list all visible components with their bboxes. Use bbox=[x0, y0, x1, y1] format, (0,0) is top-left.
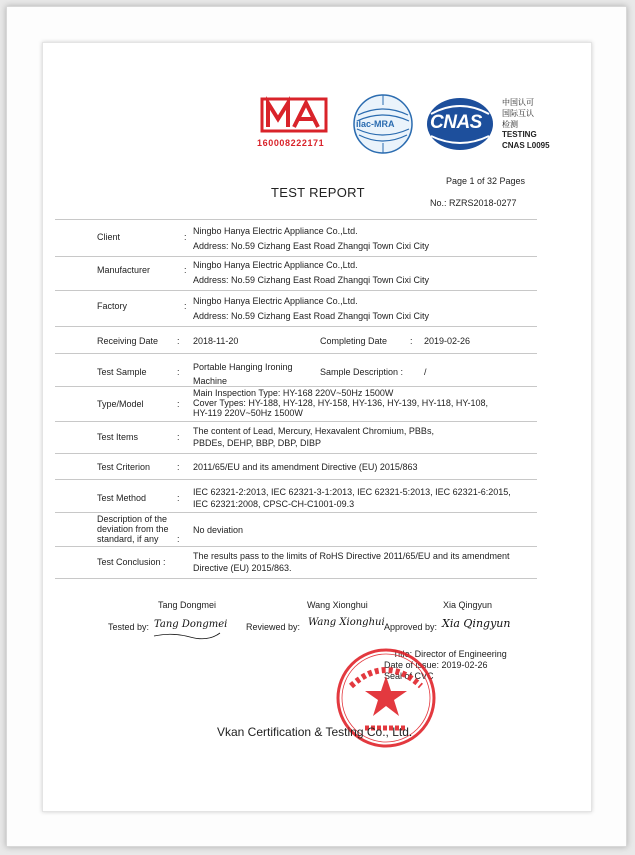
manufacturer-colon: : bbox=[184, 265, 187, 275]
completing-date-value: 2019-02-26 bbox=[424, 336, 471, 346]
divider bbox=[55, 421, 537, 422]
completing-date-label: Completing Date bbox=[320, 336, 388, 346]
divider bbox=[55, 219, 537, 220]
cnas-cn-line1: 中国认可 bbox=[502, 98, 534, 107]
cnas-cn-line2: 国际互认 bbox=[502, 109, 534, 118]
test-items-label: Test Items bbox=[97, 432, 139, 442]
test-sample-colon: : bbox=[177, 367, 180, 377]
test-conclusion-line2: Directive (EU) 2015/863. bbox=[193, 563, 292, 573]
completing-colon: : bbox=[410, 336, 413, 346]
receiving-date-label: Receiving Date bbox=[97, 336, 159, 346]
tester-signature: Tang Dongmei bbox=[154, 619, 228, 630]
test-method-line2: IEC 62321:2008, CPSC-CH-C1001-09.3 bbox=[193, 499, 355, 509]
divider bbox=[55, 386, 537, 387]
cma-logo-text bbox=[262, 97, 264, 98]
cnas-logo-text: CNAS bbox=[430, 112, 482, 133]
divider bbox=[55, 290, 537, 291]
type-model-colon: : bbox=[177, 399, 180, 409]
test-items-colon: : bbox=[177, 432, 180, 442]
divider bbox=[55, 453, 537, 454]
divider bbox=[55, 578, 537, 579]
tester-name: Tang Dongmei bbox=[158, 600, 217, 610]
report-title: TEST REPORT bbox=[271, 185, 365, 200]
company-name: Vkan Certification & Testing Co., Ltd. bbox=[217, 725, 413, 739]
client-label: Client bbox=[97, 232, 121, 242]
receiving-colon: : bbox=[177, 336, 180, 346]
ilac-logo-text: ilac-MRA bbox=[356, 119, 395, 129]
divider bbox=[55, 256, 537, 257]
cnas-cn-line3: 检测 bbox=[502, 120, 518, 129]
manufacturer-label: Manufacturer bbox=[97, 265, 151, 275]
approved-by-label: Approved by: bbox=[384, 622, 438, 632]
divider bbox=[55, 353, 537, 354]
client-address: Address: No.59 Cizhang East Road Zhangqi Town Cixi City bbox=[193, 241, 429, 251]
type-model-line2: Cover Types: HY-188, HY-128, HY-158, HY-136, HY-139, HY-118, HY-108, bbox=[193, 398, 489, 408]
seal-label: Seal of CVC bbox=[384, 671, 434, 681]
test-items-line2: PBDEs, DEHP, BBP, DBP, DIBP bbox=[193, 438, 322, 448]
page-number: Page 1 of 32 Pages bbox=[446, 176, 526, 186]
report-number: No.: RZRS2018-0277 bbox=[430, 198, 517, 208]
cnas-code: CNAS L0095 bbox=[502, 141, 550, 150]
type-model-label: Type/Model bbox=[97, 399, 144, 409]
signer-title: Title: Director of Engineering bbox=[393, 649, 507, 659]
deviation-colon: : bbox=[177, 534, 180, 544]
test-method-colon: : bbox=[177, 493, 180, 503]
test-method-line1: IEC 62321-2:2013, IEC 62321-3-1:2013, IEC 62321-5:2013, IEC 62321-6:2015, bbox=[193, 487, 511, 497]
test-criterion-colon: : bbox=[177, 462, 180, 472]
divider bbox=[55, 546, 537, 547]
reviewer-name: Wang Xionghui bbox=[307, 600, 368, 610]
type-model-line1: Main Inspection Type: HY-168 220V~50Hz 1500W bbox=[193, 388, 394, 398]
test-sample-value-2: Machine bbox=[193, 376, 228, 386]
factory-colon: : bbox=[184, 301, 187, 311]
test-conclusion-line1: The results pass to the limits of RoHS Directive 2011/65/EU and its amendment bbox=[193, 551, 510, 561]
test-conclusion-label: Test Conclusion : bbox=[97, 557, 166, 567]
test-method-label: Test Method bbox=[97, 493, 147, 503]
divider bbox=[55, 512, 537, 513]
deviation-label-1: Description of the bbox=[97, 514, 168, 524]
tested-by-label: Tested by: bbox=[108, 622, 150, 632]
client-name: Ningbo Hanya Electric Appliance Co.,Ltd. bbox=[193, 226, 358, 236]
divider bbox=[55, 479, 537, 480]
test-sample-value-1: Portable Hanging Ironing bbox=[193, 362, 293, 372]
cnas-testing: TESTING bbox=[502, 130, 537, 139]
factory-name: Ningbo Hanya Electric Appliance Co.,Ltd. bbox=[193, 296, 358, 306]
deviation-label-2: deviation from the bbox=[97, 524, 169, 534]
test-items-line1: The content of Lead, Mercury, Hexavalent Chromium, PBBs, bbox=[193, 426, 434, 436]
approver-name: Xia Qingyun bbox=[443, 600, 493, 610]
sample-description-label: Sample Description : bbox=[320, 367, 404, 377]
factory-address: Address: No.59 Cizhang East Road Zhangqi Town Cixi City bbox=[193, 311, 429, 321]
cma-number: 160008222171 bbox=[257, 138, 325, 148]
type-model-line3: HY-119 220V~50Hz 1500W bbox=[193, 408, 303, 418]
deviation-value: No deviation bbox=[193, 525, 244, 535]
receiving-date-value: 2018-11-20 bbox=[193, 336, 239, 346]
test-criterion-value: 2011/65/EU and its amendment Directive (EU) 2015/863 bbox=[193, 462, 418, 472]
reviewed-by-label: Reviewed by: bbox=[246, 622, 301, 632]
divider bbox=[55, 326, 537, 327]
approver-signature: Xia Qingyun bbox=[442, 617, 511, 630]
factory-label: Factory bbox=[97, 301, 128, 311]
sample-description-value: / bbox=[424, 367, 427, 377]
reviewer-signature: Wang Xionghui bbox=[308, 617, 385, 628]
manufacturer-address: Address: No.59 Cizhang East Road Zhangqi Town Cixi City bbox=[193, 275, 429, 285]
test-criterion-label: Test Criterion bbox=[97, 462, 151, 472]
client-colon: : bbox=[184, 232, 187, 242]
tester-signature-stroke bbox=[152, 630, 222, 640]
deviation-label-3: standard, if any bbox=[97, 534, 159, 544]
issue-date: Date of issue: 2019-02-26 bbox=[384, 660, 488, 670]
manufacturer-name: Ningbo Hanya Electric Appliance Co.,Ltd. bbox=[193, 260, 358, 270]
test-sample-label: Test Sample bbox=[97, 367, 147, 377]
